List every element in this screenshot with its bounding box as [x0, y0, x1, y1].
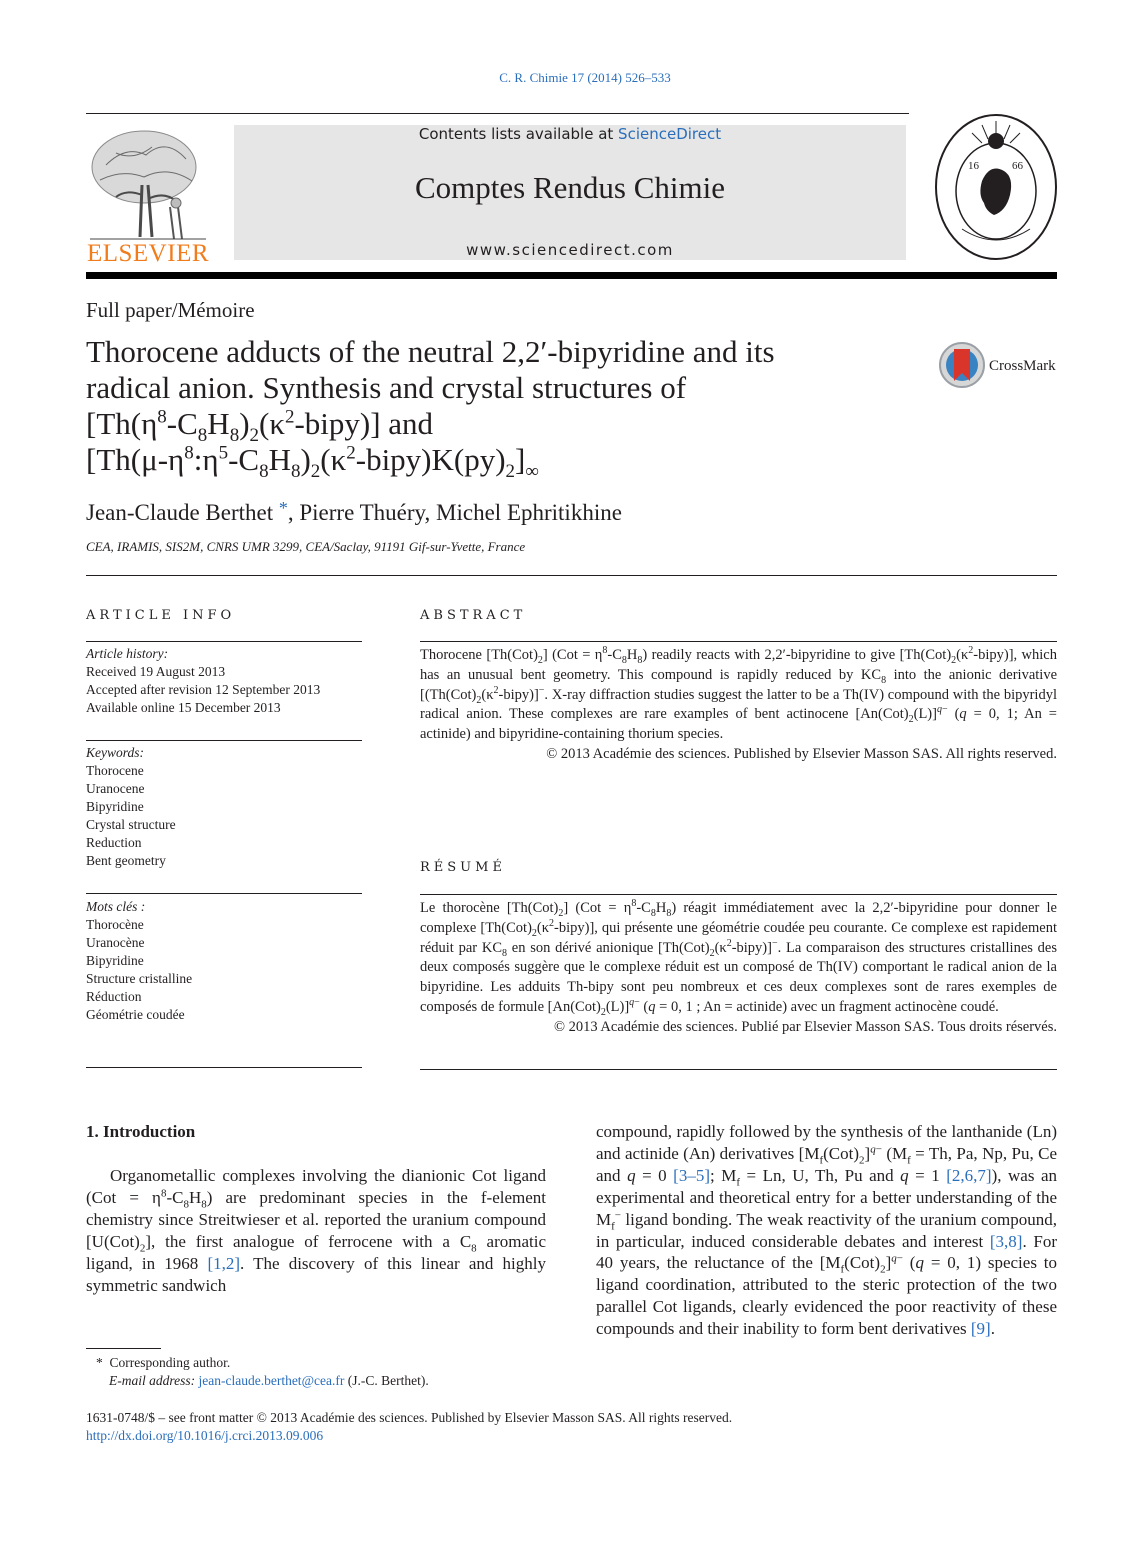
academie-seal — [932, 111, 1060, 263]
author-name: Jean-Claude Berthet — [86, 500, 274, 525]
coauthor-names: , Pierre Thuéry, Michel Ephritikhine — [287, 500, 622, 525]
motscles-rule — [86, 893, 362, 894]
history-accepted: Accepted after revision 12 September 2013 — [86, 682, 321, 697]
footnote-line-1 — [96, 1354, 429, 1372]
abstract-heading: ABSTRACT — [420, 608, 527, 623]
footnote-rule — [86, 1348, 161, 1349]
history-label: Article history: — [86, 646, 169, 661]
motcle-item: Structure cristalline — [86, 971, 193, 986]
journal-masthead — [234, 125, 906, 260]
masthead-thick-rule — [86, 272, 1057, 279]
journal-title: Comptes Rendus Chimie — [415, 170, 725, 205]
abstract-rule — [420, 641, 1057, 642]
footnote-marker: * — [96, 1355, 103, 1370]
keywords-list — [86, 744, 362, 870]
article-info-heading: ARTICLE INFO — [86, 608, 236, 623]
article-history — [86, 645, 376, 717]
motscles-label: Mots clés : — [86, 899, 146, 914]
citation-link[interactable]: [2,6,7] — [946, 1165, 992, 1185]
resume-heading: RÉSUMÉ — [420, 860, 506, 875]
corresponding-author-marker[interactable]: * — [278, 498, 288, 518]
keyword-item: Bipyridine — [86, 799, 144, 814]
header-rule — [86, 113, 909, 114]
journal-reference-link[interactable]: C. R. Chimie 17 (2014) 526–533 — [499, 70, 671, 85]
title-line-2: radical anion. Synthesis and crystal structures of — [86, 370, 687, 405]
citation-link[interactable]: [3–5] — [673, 1165, 710, 1185]
author-list — [86, 498, 622, 526]
crossmark-icon — [938, 341, 986, 389]
footnote-line-2 — [96, 1372, 429, 1390]
keyword-item: Thorocene — [86, 763, 144, 778]
svg-text:66: 66 — [1012, 160, 1023, 172]
crossmark-label: CrossMark — [989, 358, 1056, 374]
resume-rule — [420, 894, 1057, 895]
motcle-item: Thorocène — [86, 917, 144, 932]
resume-body — [420, 899, 1057, 1038]
motcle-item: Bipyridine — [86, 953, 144, 968]
front-matter — [86, 1409, 732, 1445]
corresponding-author-footnote — [96, 1354, 429, 1390]
abstract-copyright: © 2013 Académie des sciences. Published by Elsevier Masson SAS. All rights reserved. — [546, 745, 1057, 762]
citation-link[interactable]: [3,8] — [989, 1231, 1023, 1251]
article-type: Full paper/Mémoire — [86, 298, 255, 322]
resume-copyright: © 2013 Académie des sciences. Publié par Elsevier Masson SAS. Tous droits réservés. — [553, 1018, 1057, 1035]
keyword-item: Uranocene — [86, 781, 145, 796]
author-email-link[interactable]: jean-claude.berthet@cea.fr — [198, 1373, 345, 1388]
title-line-3: $[Th(\eta^8-C_8H_8)_2(\kappa^2-bipy)]$ and — [86, 406, 434, 447]
elsevier-wordmark: ELSEVIER — [86, 240, 210, 267]
keyword-item: Bent geometry — [86, 853, 166, 868]
introduction-paragraph-col2: compound, rapidly followed by the synthesis of the lanthanide (Ln) and actinide (An) derivatives $[M_f(Cot)_2]^{q-}$ ($M_f = Th$, Pa, Np, Pu, Ce and q = 0 [3–5]; $M_f = Ln$, U, Th, Pu and q = 1 [2,6,7]), was an experimental and theoretical entry for a better understanding of the $M_f^-$ ligand bonding. The weak reactivity of the uranium compound, in particular, induced considerable debates and interest [3,8]. For 40 years, the reluctance of the $[M_f(Cot)_2]^{q-}$ (q = 0, 1) species to ligand coordination, attributed to the steric protection of the two parallel Cot ligands, clearly evidenced the poor reactivity of these compounds and their inability to form bent derivatives [9]. — [596, 1122, 1058, 1339]
history-received: Received 19 August 2013 — [86, 664, 226, 679]
keyword-item: Reduction — [86, 835, 142, 850]
citation-link[interactable]: [9] — [970, 1319, 991, 1339]
email-suffix: (J.-C. Berthet). — [344, 1373, 429, 1388]
motcle-item: Géométrie coudée — [86, 1007, 185, 1022]
email-label: E-mail address: — [109, 1373, 196, 1388]
contents-available-line — [234, 125, 906, 143]
keywords-label: Keywords: — [86, 745, 144, 760]
sciencedirect-link[interactable]: ScienceDirect — [618, 125, 722, 143]
article-title — [86, 334, 916, 483]
history-online: Available online 15 December 2013 — [86, 700, 281, 715]
motcle-item: Uranocène — [86, 935, 145, 950]
keywords-rule — [86, 740, 362, 741]
motcle-item: Réduction — [86, 989, 142, 1004]
resume-paragraph: Le thorocène $[Th(Cot)_2] (Cot = \eta^8-C_8H_8)$ réagit immédiatement avec la 2,2′-bipyridine pour donner le complexe $[Th(Cot)_2(\kappa^2-bipy)]$, qui présente une géométrie coudée peu courante. Ce complexe est rapidement réduit par $KC_8$ en son dérivé anionique $[Th(Cot)_2(\kappa^2-bipy)]^-$. La comparaison des structures cristallines des deux composés suggère que le complexe réduit est un composé de Th(IV) comportant le radical anion de la bipyridine. Les adduits Th-bipy sont peu nombreux et ces deux complexes sont de rares exemples de composés de formule $[An(Cot)_2(L)]^{q-}$ (q = 0, 1 ; An = actinide) avec un fragment actinocène coudé. — [420, 898, 1057, 1018]
keyword-item: Crystal structure — [86, 817, 176, 832]
abstract-body — [420, 646, 1057, 765]
info-bottom-rule — [86, 1067, 362, 1068]
article-info-rule — [86, 641, 362, 642]
elsevier-logo — [86, 125, 210, 265]
title-separator-rule — [86, 575, 1057, 576]
front-matter-text: 1631-0748/$ – see front matter © 2013 Académie des sciences. Published by Elsevier Masson SAS. All rights reserved. — [86, 1410, 733, 1425]
doi-link[interactable]: http://dx.doi.org/10.1016/j.crci.2013.09.006 — [86, 1428, 324, 1443]
resume-bottom-rule — [420, 1069, 1057, 1070]
abstract-paragraph: Thorocene $[Th(Cot)_2] (Cot = \eta^8-C_8H_8)$ readily reacts with 2,2′-bipyridine to give $[Th(Cot)_2(\kappa^2-bipy)]$, which has an unusual bent geometry. This compound is rapidly reduced by $KC_8$ into the anionic derivative [$(Th(Cot)_2(\kappa^2-bipy)]^-$. X-ray diffraction studies suggest the latter to be a Th(IV) compound with the bipyridyl radical anion. These complexes are rare examples of bent actinocene $[An(Cot)_2(L)]^{q-}$ (q = 0, 1; An = actinide) and bipyridine-containing thorium species. — [420, 645, 1058, 743]
motscles-list — [86, 898, 362, 1024]
academie-seal-icon — [932, 111, 1060, 263]
introduction-paragraph-col1: Organometallic complexes involving the dianionic Cot ligand $(Cot = \eta^8-C_8H_8)$ are predominant species in the f-element chemistry since Streitwieser et al. reported the uranium compound $[U(Cot)_2]$, the first analogue of ferrocene with a $C_8$ aromatic ligand, in 1968 [1,2]. The discovery of this linear and highly symmetric sandwich — [86, 1166, 547, 1295]
title-line-4: $[Th(\mu-\eta^8:\eta^5-C_8H_8)_2(\kappa^2-bipy)K(py)_2]_\infty$ — [86, 442, 539, 483]
title-line-1: Thorocene adducts of the neutral 2,2′-bipyridine and its — [86, 334, 775, 369]
svg-text:16: 16 — [968, 160, 979, 172]
crossmark-badge[interactable] — [938, 341, 1060, 389]
journal-homepage-link[interactable]: www.sciencedirect.com — [466, 241, 674, 259]
citation-link[interactable]: [1,2] — [207, 1253, 241, 1273]
affiliation: CEA, IRAMIS, SIS2M, CNRS UMR 3299, CEA/Saclay, 91191 Gif-sur-Yvette, France — [86, 539, 526, 554]
footnote-corresponding: Corresponding author. — [109, 1355, 231, 1370]
introduction-heading: 1. Introduction — [86, 1122, 196, 1141]
contents-prefix: Contents lists available at — [418, 125, 619, 143]
